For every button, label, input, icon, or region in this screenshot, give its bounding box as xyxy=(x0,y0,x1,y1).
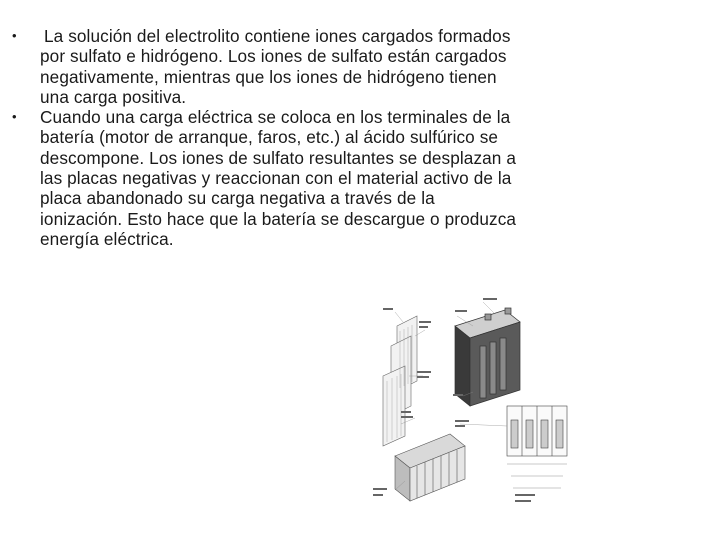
bullet-list xyxy=(0,26,520,249)
bullet-item xyxy=(0,26,520,107)
cell-cross-section xyxy=(507,406,567,456)
bullet-item xyxy=(0,107,520,249)
bullet-marker: • xyxy=(12,28,17,43)
battery-diagram-image xyxy=(355,296,570,516)
battery-case xyxy=(455,308,520,406)
bullet-text: Cuando una carga eléctrica se coloca en los terminales de la batería (motor de arranque, faros, etc.) al ácido sulfúrico se descompone. Los iones de sulfato resultantes se desplazan a las placas negativas y reaccionan con el material activo de la placa abandonado su carga negativa a través de la ionización. Esto hace que la batería se descargue o produzca energía eléctrica. xyxy=(40,107,517,249)
plate-group xyxy=(395,434,465,501)
bullet-marker: • xyxy=(12,109,17,125)
bullet-text: La solución del electrolito contiene iones cargados formados por sulfato e hidrógeno. Los iones de sulfato están cargados negativamente, mientras que los iones de hidrógeno tienen una carga positiva. xyxy=(40,26,511,107)
